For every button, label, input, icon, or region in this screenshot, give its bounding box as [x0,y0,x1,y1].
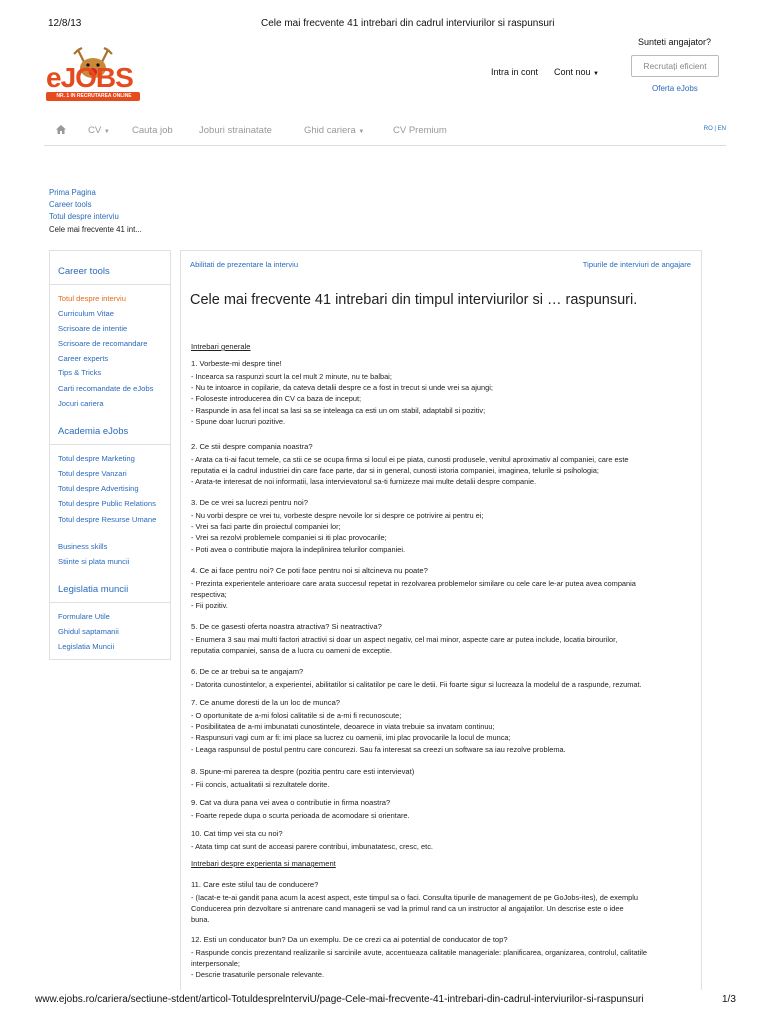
question: 3. De ce vrei sa lucrezi pentru noi? [191,498,308,507]
answer-line: interpersonale; [191,959,240,969]
answer-line: - Prezinta experientele anterioare care arata succesul repetat in rezolvarea problemelor similare cu cele care le-ar putea avea compania [191,579,636,588]
answer [191,892,693,926]
question: 7. Ce anume doresti de la un loc de munca? [191,698,341,707]
sidebar-item[interactable]: Ghidul saptamanii [58,627,119,636]
sidebar-item[interactable]: Career experts [58,354,109,363]
answer [191,510,693,555]
nav-joburi-strainatate[interactable]: Joburi strainatate [199,125,272,136]
answer-line: - O oportunitate de a-mi folosi calitatile si de a-mi fi recunoscute; [191,711,402,720]
answer-line: - Enumera 3 sau mai multi factori atractivi si doar un aspect negativ, cel mai minor, aspecte care ar putea include, locatia birourilor, [191,635,618,644]
answer [191,454,693,488]
sidebar-item[interactable]: Totul despre Public Relations [58,499,156,508]
answer [191,841,693,852]
print-page-number: 1/3 [722,994,736,1005]
answer [191,634,693,656]
logo-text: eJOBS [46,62,133,93]
sidebar-item[interactable]: Totul despre interviu [58,294,126,303]
sidebar-item[interactable]: Scrisoare de intentie [58,324,128,333]
answer-line: - Atata timp cat sunt de acceasi parere contribui, imbunatatesc, cresc, etc. [191,842,433,851]
article-title: Cele mai frecvente 41 intrebari din timpul interviurilor si … raspunsuri. [190,292,638,308]
answer-line: - Vrei sa rezolvi problemele companiei si iti plac provocarile; [191,533,387,543]
nav-ghid-label: Ghid cariera [304,125,356,136]
sidebar-head-career-tools[interactable]: Career tools [58,266,110,277]
answer [191,947,693,981]
answer [191,371,693,427]
question: 12. Esti un conducator bun? Da un exemplu. De ce crezi ca ai potential de conducator de top? [191,935,508,944]
question: 1. Vorbeste-mi despre tine! [191,359,282,368]
question: 6. De ce ar trebui sa te angajam? [191,667,304,676]
recruit-button[interactable]: Recrutați eficient [631,55,719,77]
account-label: Cont nou [554,67,591,77]
sidebar-item[interactable]: Scrisoare de recomandare [58,339,148,348]
print-url: www.ejobs.ro/cariera/sectiune-stdent/articol-TotuldesprelnterviU/page-Cele-mai-frecvente-41-intrebari-din-cadrul-interviurilor-si-raspunsuri [35,994,644,1005]
answer [191,779,693,790]
answer-line: - Poti avea o contributie majora la indeplinirea telurilor companiei. [191,544,406,554]
breadcrumb-interviu[interactable]: Totul despre interviu [49,212,119,221]
sidebar-item[interactable]: Totul despre Resurse Umane [58,515,157,524]
sidebar-item[interactable]: Tips & Tricks [58,368,102,377]
answer [191,679,693,690]
nav-cv[interactable] [88,125,110,136]
sidebar-item[interactable]: Business skills [58,542,108,551]
print-date: 12/8/13 [48,18,82,29]
breadcrumb-home[interactable]: Prima Pagina [49,188,96,197]
home-icon[interactable] [56,125,66,137]
breadcrumb-career-tools[interactable]: Career tools [49,200,92,209]
sidebar-item[interactable]: Totul despre Vanzari [58,469,127,478]
answer-line: reputatia ei la cadrul industriei din care face parte, dar si in general, cunosti istoria companiei, imaginea, telurile si psihologia; [191,466,599,476]
answer-line: - (Iacat-e te-ai gandit pana acum la acest aspect, este timpul sa o faci. Consulta tipurile de management de pe GoJobs-ites), de exemplu [191,893,638,902]
login-link[interactable]: Intra in cont [491,67,539,77]
nav-cv-label: CV [88,125,102,136]
answer-line: - Nu vorbi despre ce vrei tu, vorbeste despre nevoile lor si despre ce potrivire ai pentru ei; [191,511,484,520]
article-panel [180,250,702,990]
answer [191,710,693,755]
question: 2. Ce stii despre compania noastra? [191,442,313,451]
nav-cv-premium[interactable]: CV Premium [393,125,447,136]
sidebar-head-legislation[interactable]: Legislatia muncii [58,584,129,595]
language-switch[interactable]: RO | EN [703,126,726,132]
job-offers-link[interactable]: Oferta eJobs [652,84,698,93]
sidebar-item[interactable]: Stiinte si plata muncii [58,557,130,566]
question: 10. Cat timp vei sta cu noi? [191,829,283,838]
answer-line: - Raspunsuri vagi cum ar fi: imi place sa lucrez cu oamenii, imi plac provocarile la locul de munca; [191,733,511,743]
sidebar-item[interactable]: Formulare Utile [58,612,110,621]
answer-line: - Foarte repede dupa o scurta perioada de acomodare si orientare. [191,811,410,820]
sidebar-item[interactable]: Totul despre Marketing [58,454,135,463]
next-article-link[interactable]: Tipurile de interviuri de angajare [582,260,691,269]
answer [191,810,693,821]
breadcrumb-current: Cele mai frecvente 41 int... [49,225,142,234]
sidebar-head-academy[interactable]: Academia eJobs [58,426,129,437]
answer-line: - Vrei sa faci parte din proiectul companiei lor; [191,522,341,532]
caret-down-icon: ▼ [358,129,365,135]
answer-line: - Descrie trasaturile personale relevante. [191,970,325,980]
answer-line: - Leaga raspunsul de postul pentru care concurezi. Sau fa interesat sa creezi un software sa iau rezolve problema. [191,744,566,754]
answer-line: - Fii pozitiv. [191,601,228,611]
question: 9. Cat va dura pana vei avea o contributie in firma noastra? [191,798,391,807]
main-nav [44,116,726,146]
sidebar [49,250,171,660]
answer-line: - Arata-te interesat de noi informatii, lasa intervievatorul sa-ti furnizeze mai multe detalii despre companie. [191,477,537,487]
ejobs-logo[interactable] [44,46,142,108]
answer-line: - Foloseste introducerea din CV ca baza de inceput; [191,394,362,404]
question: 11. Care este stilul tau de conducere? [191,880,319,889]
answer-line: - Posibilitatea de a-mi imbunatati cunostintele, deoarece in viata trebuie sa invatam continuu; [191,722,495,732]
nav-ghid-cariera[interactable] [304,125,364,136]
nav-cauta-job[interactable]: Cauta job [132,125,173,136]
answer-line: - Raspunde in asa fel incat sa lasi sa se inteleaga ca esti un om stabil, adaptabil si pozitiv; [191,405,486,415]
sidebar-item[interactable]: Carti recomandate de eJobs [58,384,154,393]
question: 5. De ce gasesti oferta noastra atractiva? Si neatractiva? [191,622,382,631]
prev-article-link[interactable]: Abilitati de prezentare la interviu [190,260,299,269]
answer [191,578,693,612]
answer-line: buna. [191,915,210,925]
answer-line: - Incearca sa raspunzi scurt la cel mult 2 minute, nu te balbai; [191,372,392,381]
answer-line: - Fii concis, actualitatii si rezultatele dorite. [191,780,330,789]
answer-line: reputatia companiei, sansa de a lucra cu oameni de exceptie. [191,646,392,656]
question: 4. Ce ai face pentru noi? Ce poti face pentru noi si altcineva nu poate? [191,566,428,575]
answer-line: - Datorita cunostintelor, a experientei, abilitatilor si calitatilor pe care le detii. Fii foarte sigur si lucreaza la modelul de a raspunde, rezumat. [191,680,642,689]
section-heading: Intrebari despre experienta si management [191,859,336,868]
answer-line: respectiva; [191,590,227,600]
answer-line: - Raspunde concis prezentand realizarile si sarcinile avute, accentueaza calitatile manageriale: planificarea, organizarea, controlul, calitatile [191,948,648,957]
answer-line: - Spune doar lucruri pozitive. [191,416,286,426]
sidebar-item[interactable]: Totul despre Advertising [58,484,139,493]
caret-down-icon: ▼ [103,129,110,135]
answer-line: Conducerea prin dezvoltare si antrenare cand managerii se vad la primul rand ca un instructor al angajatilor. Un descrise este o idee [191,904,624,914]
print-doc-title: Cele mai frecvente 41 intrebari din cadrul interviurilor si raspunsuri [261,18,555,29]
employer-question: Sunteti angajator? [638,37,712,47]
answer-line: - Arata ca ti-ai facut temele, ca stii ce se ocupa firma si locul ei pe piata, cunosti produsele, venitul aproximativ al companiei, care este [191,455,629,464]
sidebar-item[interactable]: Legislatia Muncii [58,642,115,651]
sidebar-item[interactable]: Jocuri cariera [58,399,104,408]
answer-line: - Nu te intoarce in copilarie, da cateva detalii despre ce a fost in trecut si unde vrei sa ajungi; [191,383,493,393]
sidebar-item[interactable]: Curriculum Vitae [58,309,114,318]
question: 8. Spune-mi parerea ta despre (pozitia pentru care esti intervievat) [191,767,415,776]
caret-down-icon: ▼ [593,71,599,77]
account-dropdown[interactable] [554,67,599,77]
section-heading: Intrebari generale [191,342,251,351]
logo-tagline: NR. 1 IN RECRUTAREA ONLINE [56,93,132,99]
